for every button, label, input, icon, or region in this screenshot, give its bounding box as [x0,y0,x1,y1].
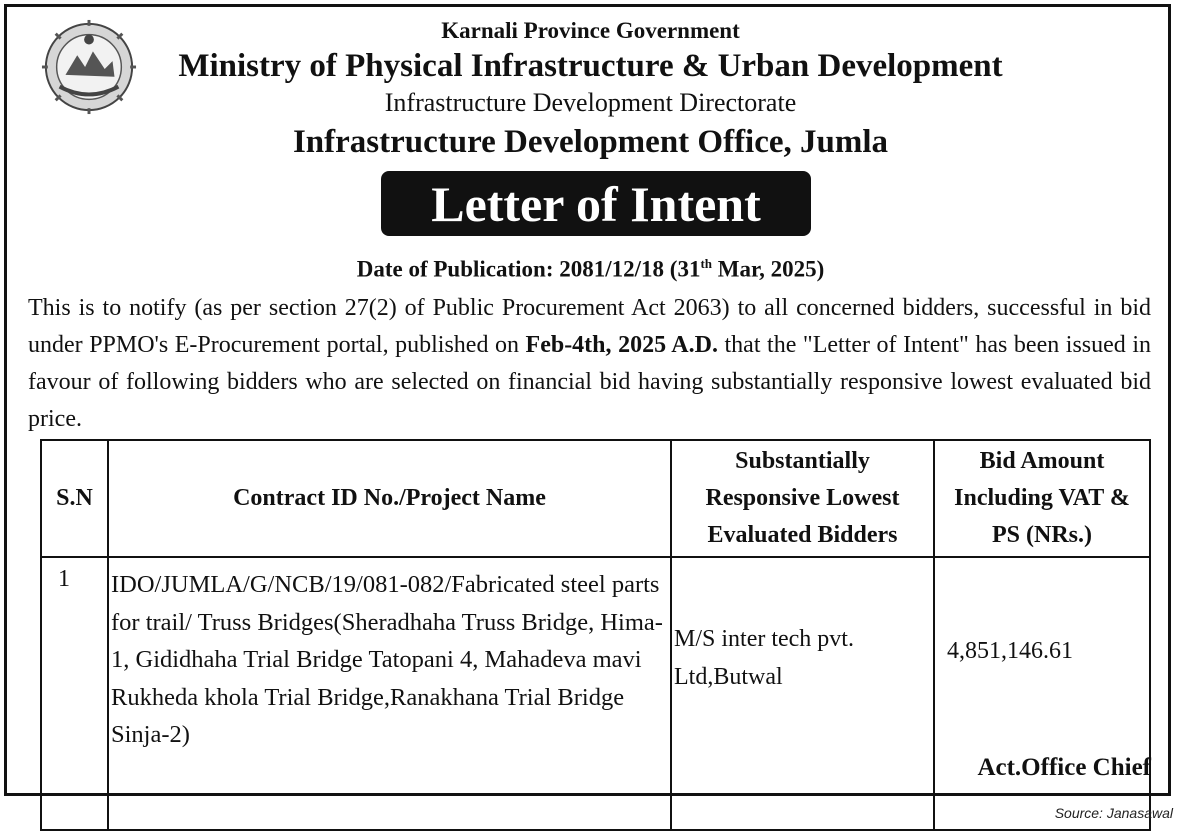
table-row [41,557,1150,830]
header-sn: S.N [41,440,108,557]
cell-bidder: M/S inter tech pvt. Ltd,Butwal [671,557,934,830]
publication-date-bs: 2081/12/18 [559,256,665,282]
signoff: Act.Office Chief [977,754,1151,781]
cell-sn: 1 [41,557,108,830]
publication-day-suffix: th [700,256,713,271]
cell-amount: 4,851,146.61 [934,557,1150,830]
notice-title: Letter of Intent [381,171,811,236]
body-bold-date: Feb-4th, 2025 A.D. [525,332,718,358]
body-part-1: This is to notify (as per section 27(2) of Public Procurement Act 2063) to all concerned bidders, successful in bid under PPMO's E-Procurement portal, published on [28,295,1151,358]
header-amount [934,440,1150,557]
publication-date [0,256,1181,283]
ministry-name: Ministry of Physical Infrastructure & Urban Development [178,48,1003,84]
header-amount-text: Bid Amount Including VAT & PS (NRs.) [954,448,1130,548]
cell-project: IDO/JUMLA/G/NCB/19/081-082/Fabricated steel parts for trail/ Truss Bridges(Sheradhaha Truss Bridge, Hima-1, Gididhaha Trial Bridge Tatopani 4, Mahadeva mavi Rukheda khola Trial Bridge,Ranakhana Trial Bridge Sinja-2) [108,557,671,830]
office-name: Infrastructure Development Office, Jumla [292,124,889,160]
government-name: Karnali Province Government [441,18,740,43]
publication-label: Date of Publication: [356,256,554,282]
header-project: Contract ID No./Project Name [108,440,671,557]
header-bidder-text: Substantially Responsive Lowest Evaluated Bidders [705,448,900,548]
directorate-name: Infrastructure Development Directorate [384,88,797,117]
publication-rest: Mar, 2025) [712,256,825,282]
header-bidder [671,440,934,557]
notice-body [28,290,1151,438]
body-part-2: that the "Letter of Intent" has been issued in favour of following bidders who are selected on financial bid having substantially responsive lowest evaluated bid price. [28,332,1151,432]
table-header-row [41,440,1150,557]
source-credit: Source: Janasawal [1054,805,1173,821]
publication-day: (31 [669,256,701,282]
